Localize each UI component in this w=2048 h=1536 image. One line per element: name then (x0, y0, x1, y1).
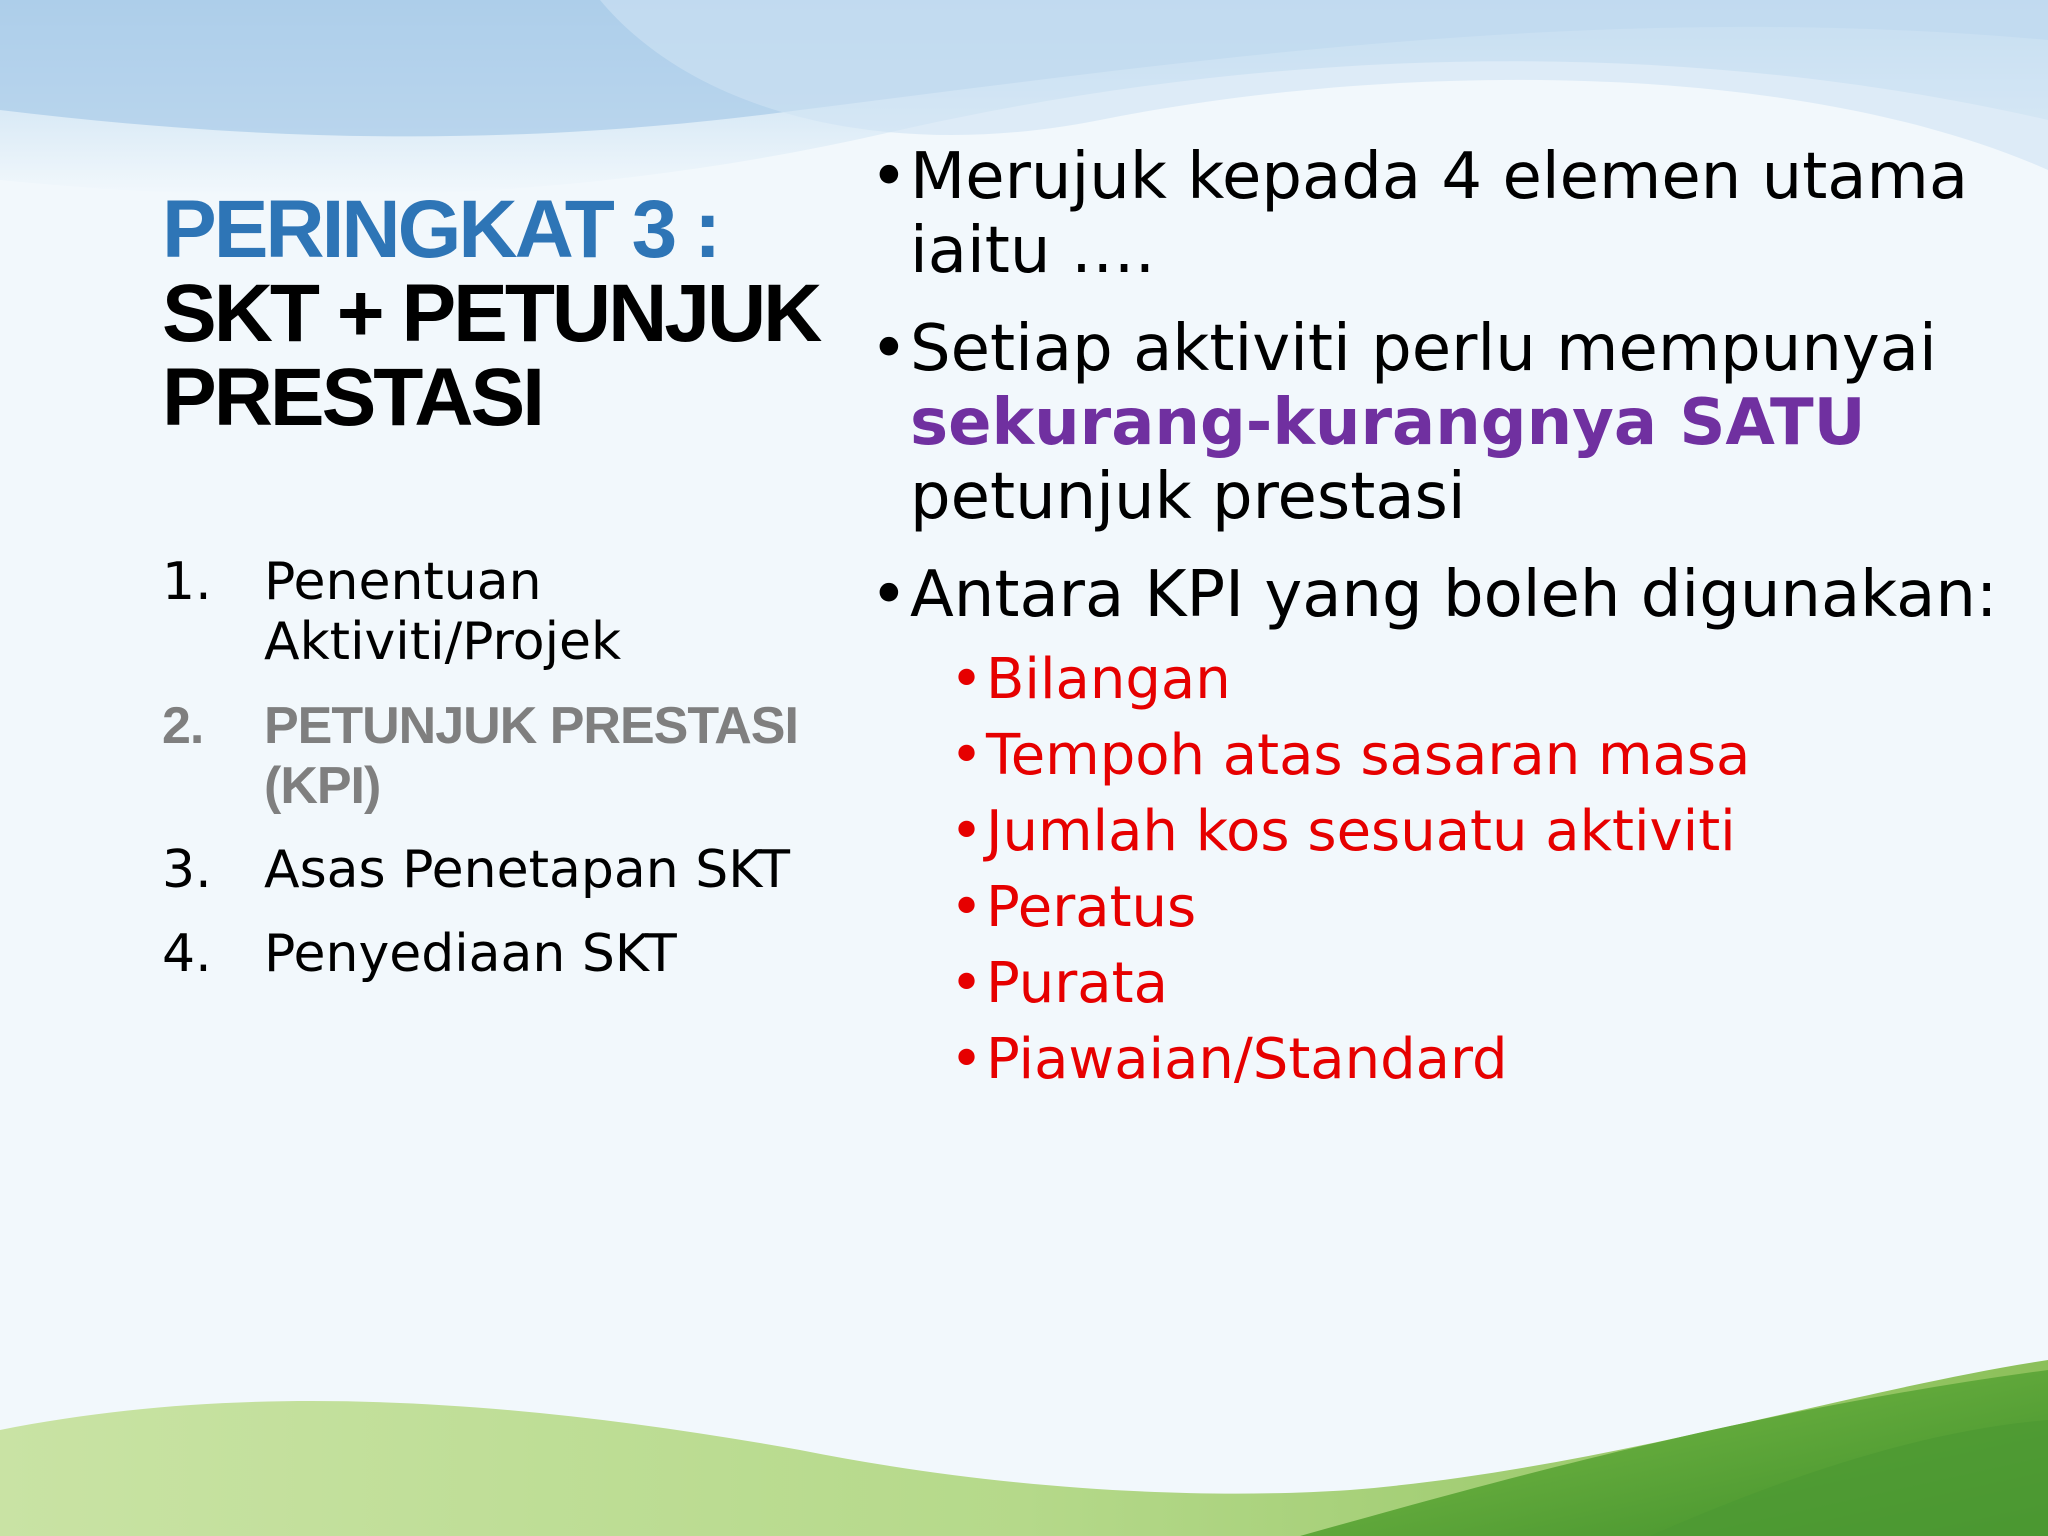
content-bullets (870, 140, 2020, 1098)
kpi-text: Piawaian/Standard (986, 1027, 1508, 1092)
kpi-text: Peratus (986, 875, 1197, 940)
bullet-text (910, 312, 2020, 534)
step-item-active (162, 696, 802, 816)
step-item (162, 924, 802, 984)
bullet-item (870, 312, 2020, 534)
kpi-item (950, 946, 2020, 1022)
steps-list (162, 552, 802, 1008)
step-text: Asas Penetapan SKT (264, 840, 791, 900)
step-number: 2. (162, 697, 204, 755)
step-item (162, 840, 802, 900)
step-number: 4. (162, 924, 212, 984)
title-line-1: PERINGKAT 3 : (162, 184, 719, 275)
kpi-item (950, 642, 2020, 718)
bullet-dot-icon: • (950, 799, 984, 864)
bullet-text: Merujuk kepada 4 elemen utama iaitu …. (910, 140, 1969, 288)
slide-title (162, 184, 820, 443)
bullet-dot-icon: • (950, 951, 984, 1016)
kpi-item (950, 718, 2020, 794)
step-text: Penyediaan SKT (264, 924, 677, 984)
kpi-item (950, 870, 2020, 946)
bullet-text-pre: Setiap aktiviti perlu mempunyai (910, 312, 1937, 386)
bullet-item (870, 140, 2020, 288)
bullet-dot-icon: • (950, 875, 984, 940)
bullet-item (870, 558, 2020, 632)
bullet-highlight: sekurang-kurangnya SATU (910, 386, 1866, 460)
bullet-dot-icon: • (870, 140, 908, 214)
kpi-item (950, 794, 2020, 870)
step-number: 3. (162, 840, 212, 900)
bullet-text-post: petunjuk prestasi (910, 460, 1466, 534)
kpi-text: Purata (986, 951, 1168, 1016)
bullet-dot-icon: • (870, 558, 908, 632)
kpi-text: Jumlah kos sesuatu aktiviti (986, 799, 1736, 864)
bullet-dot-icon: • (950, 723, 984, 788)
kpi-list (950, 642, 2020, 1098)
kpi-text: Tempoh atas sasaran masa (986, 723, 1751, 788)
title-line-3: PRESTASI (162, 352, 542, 443)
kpi-item (950, 1022, 2020, 1098)
step-text: PETUNJUK PRESTASI (KPI) (264, 697, 798, 815)
title-line-2: SKT + PETUNJUK (162, 268, 820, 359)
bullet-dot-icon: • (870, 312, 908, 386)
step-item (162, 552, 802, 672)
bullet-text: Antara KPI yang boleh digunakan: (910, 558, 1998, 632)
kpi-text: Bilangan (986, 647, 1231, 712)
bullet-dot-icon: • (950, 1027, 984, 1092)
step-number: 1. (162, 552, 212, 612)
step-text: Penentuan Aktiviti/Projek (264, 552, 622, 672)
bullet-dot-icon: • (950, 647, 984, 712)
